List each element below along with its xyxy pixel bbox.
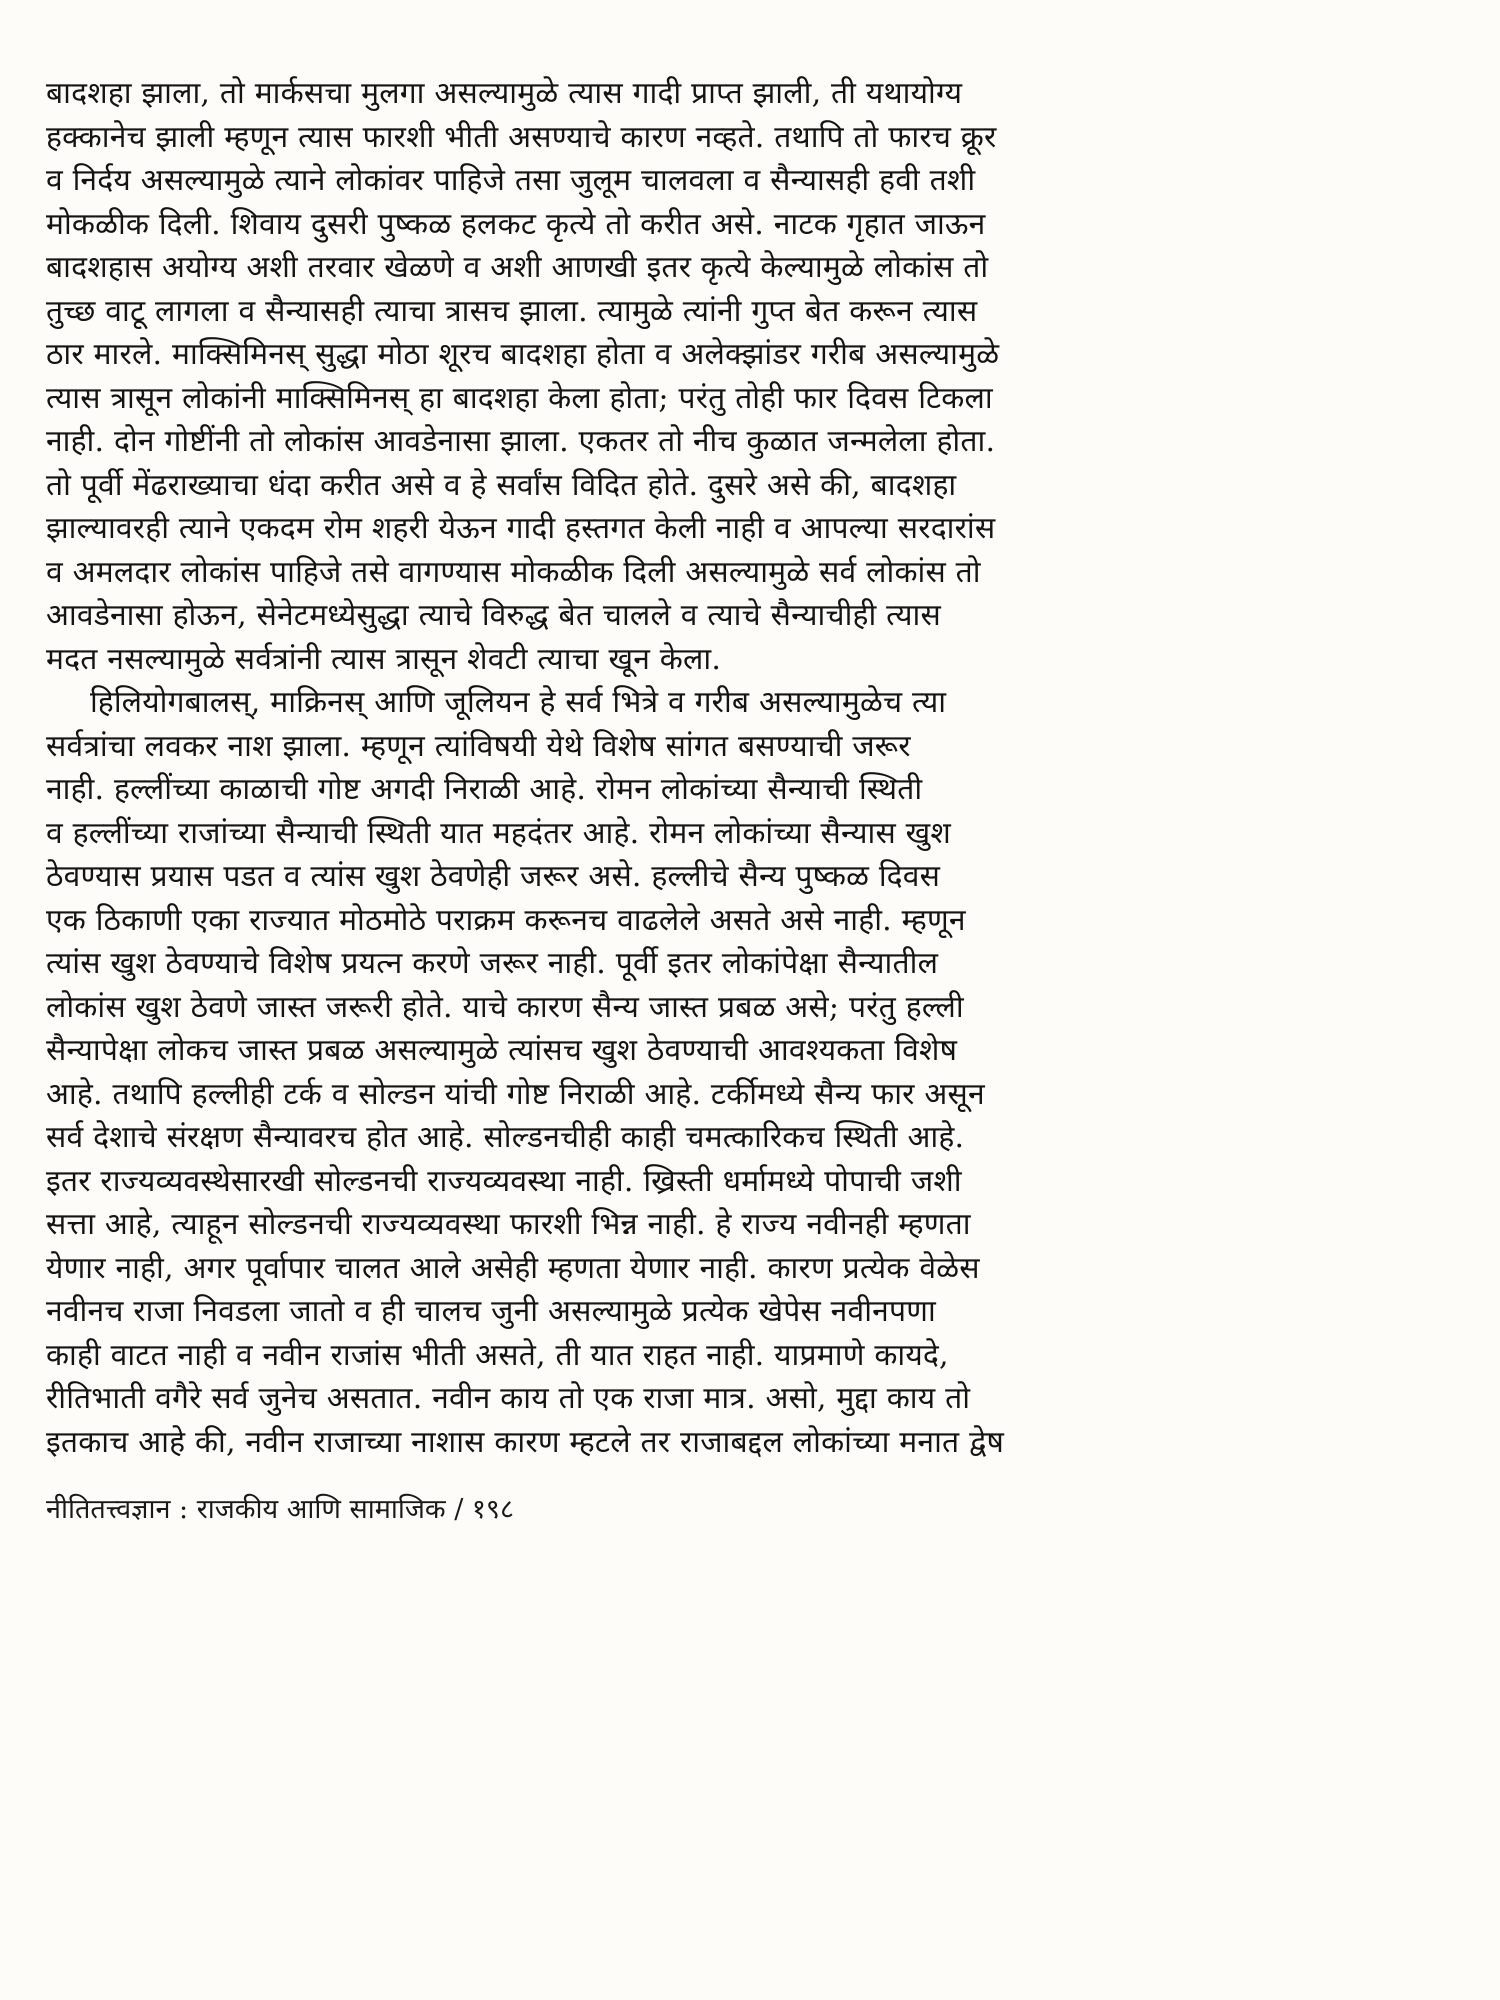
text-line: व अमलदार लोकांस पाहिजे तसे वागण्यास मोकळीक दिली असल्यामुळे सर्व लोकांस तो bbox=[46, 554, 981, 590]
text-line: मदत नसल्यामुळे सर्वत्रांनी त्यास त्रासून शेवटी त्याचा खून केला. bbox=[46, 641, 722, 677]
text-line: आवडेनासा होऊन, सेनेटमध्येसुद्धा त्याचे विरुद्ध बेत चालले व त्याचे सैन्याचीही त्यास bbox=[46, 598, 941, 633]
text-line: येणार नाही, अगर पूर्वापार चालत आले असेही म्हणता येणार नाही. कारण प्रत्येक वेळेस bbox=[46, 1250, 980, 1286]
text-line: सर्वत्रांचा लवकर नाश झाला. म्हणून त्यांविषयी येथे विशेष सांगत बसण्याची जरूर bbox=[46, 728, 911, 764]
text-line: आहे. तथापि हल्लीही टर्क व सोल्डन यांची गोष्ट निराळी आहे. टर्कीमध्ये सैन्य फार असून bbox=[46, 1076, 985, 1112]
text-line: हिलियोगबालस्, माक्रिनस् आणि जूलियन हे सर्व भित्रे व गरीब असल्यामुळेच त्या bbox=[90, 685, 947, 720]
text-line: त्यास त्रासून लोकांनी माक्सिमिनस् हा बादशहा केला होता; परंतु तोही फार दिवस टिकला bbox=[46, 380, 993, 416]
page-footer: नीतितत्त्वज्ञान : राजकीय आणि सामाजिक / १९८ bbox=[46, 1494, 514, 1525]
text-line: लोकांस खुश ठेवणे जास्त जरूरी होते. याचे कारण सैन्य जास्त प्रबळ असे; परंतु हल्ली bbox=[46, 989, 964, 1025]
text-line: झाल्यावरही त्याने एकदम रोम शहरी येऊन गादी हस्तगत केली नाही व आपल्या सरदारांस bbox=[46, 511, 996, 546]
text-line: काही वाटत नाही व नवीन राजांस भीती असते, ती यात राहत नाही. याप्रमाणे कायदे, bbox=[46, 1337, 949, 1373]
paragraph-2 bbox=[46, 681, 1456, 1464]
text-line: त्यांस खुश ठेवण्याचे विशेष प्रयत्न करणे जरूर नाही. पूर्वी इतर लोकांपेक्षा सैन्यातील bbox=[46, 946, 939, 981]
paragraph-1 bbox=[46, 72, 1456, 681]
text-line: ठेवण्यास प्रयास पडत व त्यांस खुश ठेवणेही जरूर असे. हल्लीचे सैन्य पुष्कळ दिवस bbox=[46, 859, 941, 894]
text-line: तो पूर्वी मेंढराख्याचा धंदा करीत असे व हे सर्वांस विदित होते. दुसरे असे की, बादशहा bbox=[46, 467, 957, 503]
text-line: बादशहा झाला, तो मार्कसचा मुलगा असल्यामुळे त्यास गादी प्राप्त झाली, ती यथायोग्य bbox=[46, 76, 963, 111]
text-line: हक्कानेच झाली म्हणून त्यास फारशी भीती असण्याचे कारण नव्हते. तथापि तो फारच क्रूर bbox=[46, 119, 997, 155]
text-line: नाही. हल्लींच्या काळाची गोष्ट अगदी निराळी आहे. रोमन लोकांच्या सैन्याची स्थिती bbox=[46, 772, 923, 807]
text-line: नाही. दोन गोष्टींनी तो लोकांस आवडेनासा झाला. एकतर तो नीच कुळात जन्मलेला होता. bbox=[46, 424, 996, 459]
text-line: व हल्लींच्या राजांच्या सैन्याची स्थिती यात महदंतर आहे. रोमन लोकांच्या सैन्यास खुश bbox=[46, 815, 952, 851]
page-text bbox=[46, 72, 1456, 1464]
text-line: सर्व देशाचे संरक्षण सैन्यावरच होत आहे. सोल्डनचीही काही चमत्कारिकच स्थिती आहे. bbox=[46, 1120, 965, 1155]
text-line: मोकळीक दिली. शिवाय दुसरी पुष्कळ हलकट कृत्ये तो करीत असे. नाटक गृहात जाऊन bbox=[46, 206, 986, 242]
text-line: बादशहास अयोग्य अशी तरवार खेळणे व अशी आणखी इतर कृत्ये केल्यामुळे लोकांस तो bbox=[46, 250, 989, 285]
text-line: नवीनच राजा निवडला जातो व ही चालच जुनी असल्यामुळे प्रत्येक खेपेस नवीनपणा bbox=[46, 1294, 936, 1329]
text-line: ठार मारले. माक्सिमिनस् सुद्धा मोठा शूरच बादशहा होता व अलेक्झांडर गरीब असल्यामुळे bbox=[46, 337, 1000, 372]
text-line: व निर्दय असल्यामुळे त्याने लोकांवर पाहिजे तसा जुलूम चालवला व सैन्यासही हवी तशी bbox=[46, 163, 976, 198]
text-line: इतकाच आहे की, नवीन राजाच्या नाशास कारण म्हटले तर राजाबद्दल लोकांच्या मनात द्वेष bbox=[46, 1424, 1005, 1460]
text-line: सैन्यापेक्षा लोकच जास्त प्रबळ असल्यामुळे त्यांसच खुश ठेवण्याची आवश्यकता विशेष bbox=[46, 1033, 958, 1068]
text-line: रीतिभाती वगैरे सर्व जुनेच असतात. नवीन काय तो एक राजा मात्र. असो, मुद्दा काय तो bbox=[46, 1381, 971, 1416]
text-line: तुच्छ वाटू लागला व सैन्यासही त्याचा त्रासच झाला. त्यामुळे त्यांनी गुप्त बेत करून त्यास bbox=[46, 293, 978, 329]
text-line: सत्ता आहे, त्याहून सोल्डनची राज्यव्यवस्था फारशी भिन्न नाही. हे राज्य नवीनही म्हणता bbox=[46, 1207, 971, 1242]
text-line: एक ठिकाणी एका राज्यात मोठमोठे पराक्रम करूनच वाढलेले असते असे नाही. म्हणून bbox=[46, 902, 966, 938]
text-line: इतर राज्यव्यवस्थेसारखी सोल्डनची राज्यव्यवस्था नाही. ख्रिस्ती धर्मामध्ये पोपाची जशी bbox=[46, 1163, 962, 1199]
